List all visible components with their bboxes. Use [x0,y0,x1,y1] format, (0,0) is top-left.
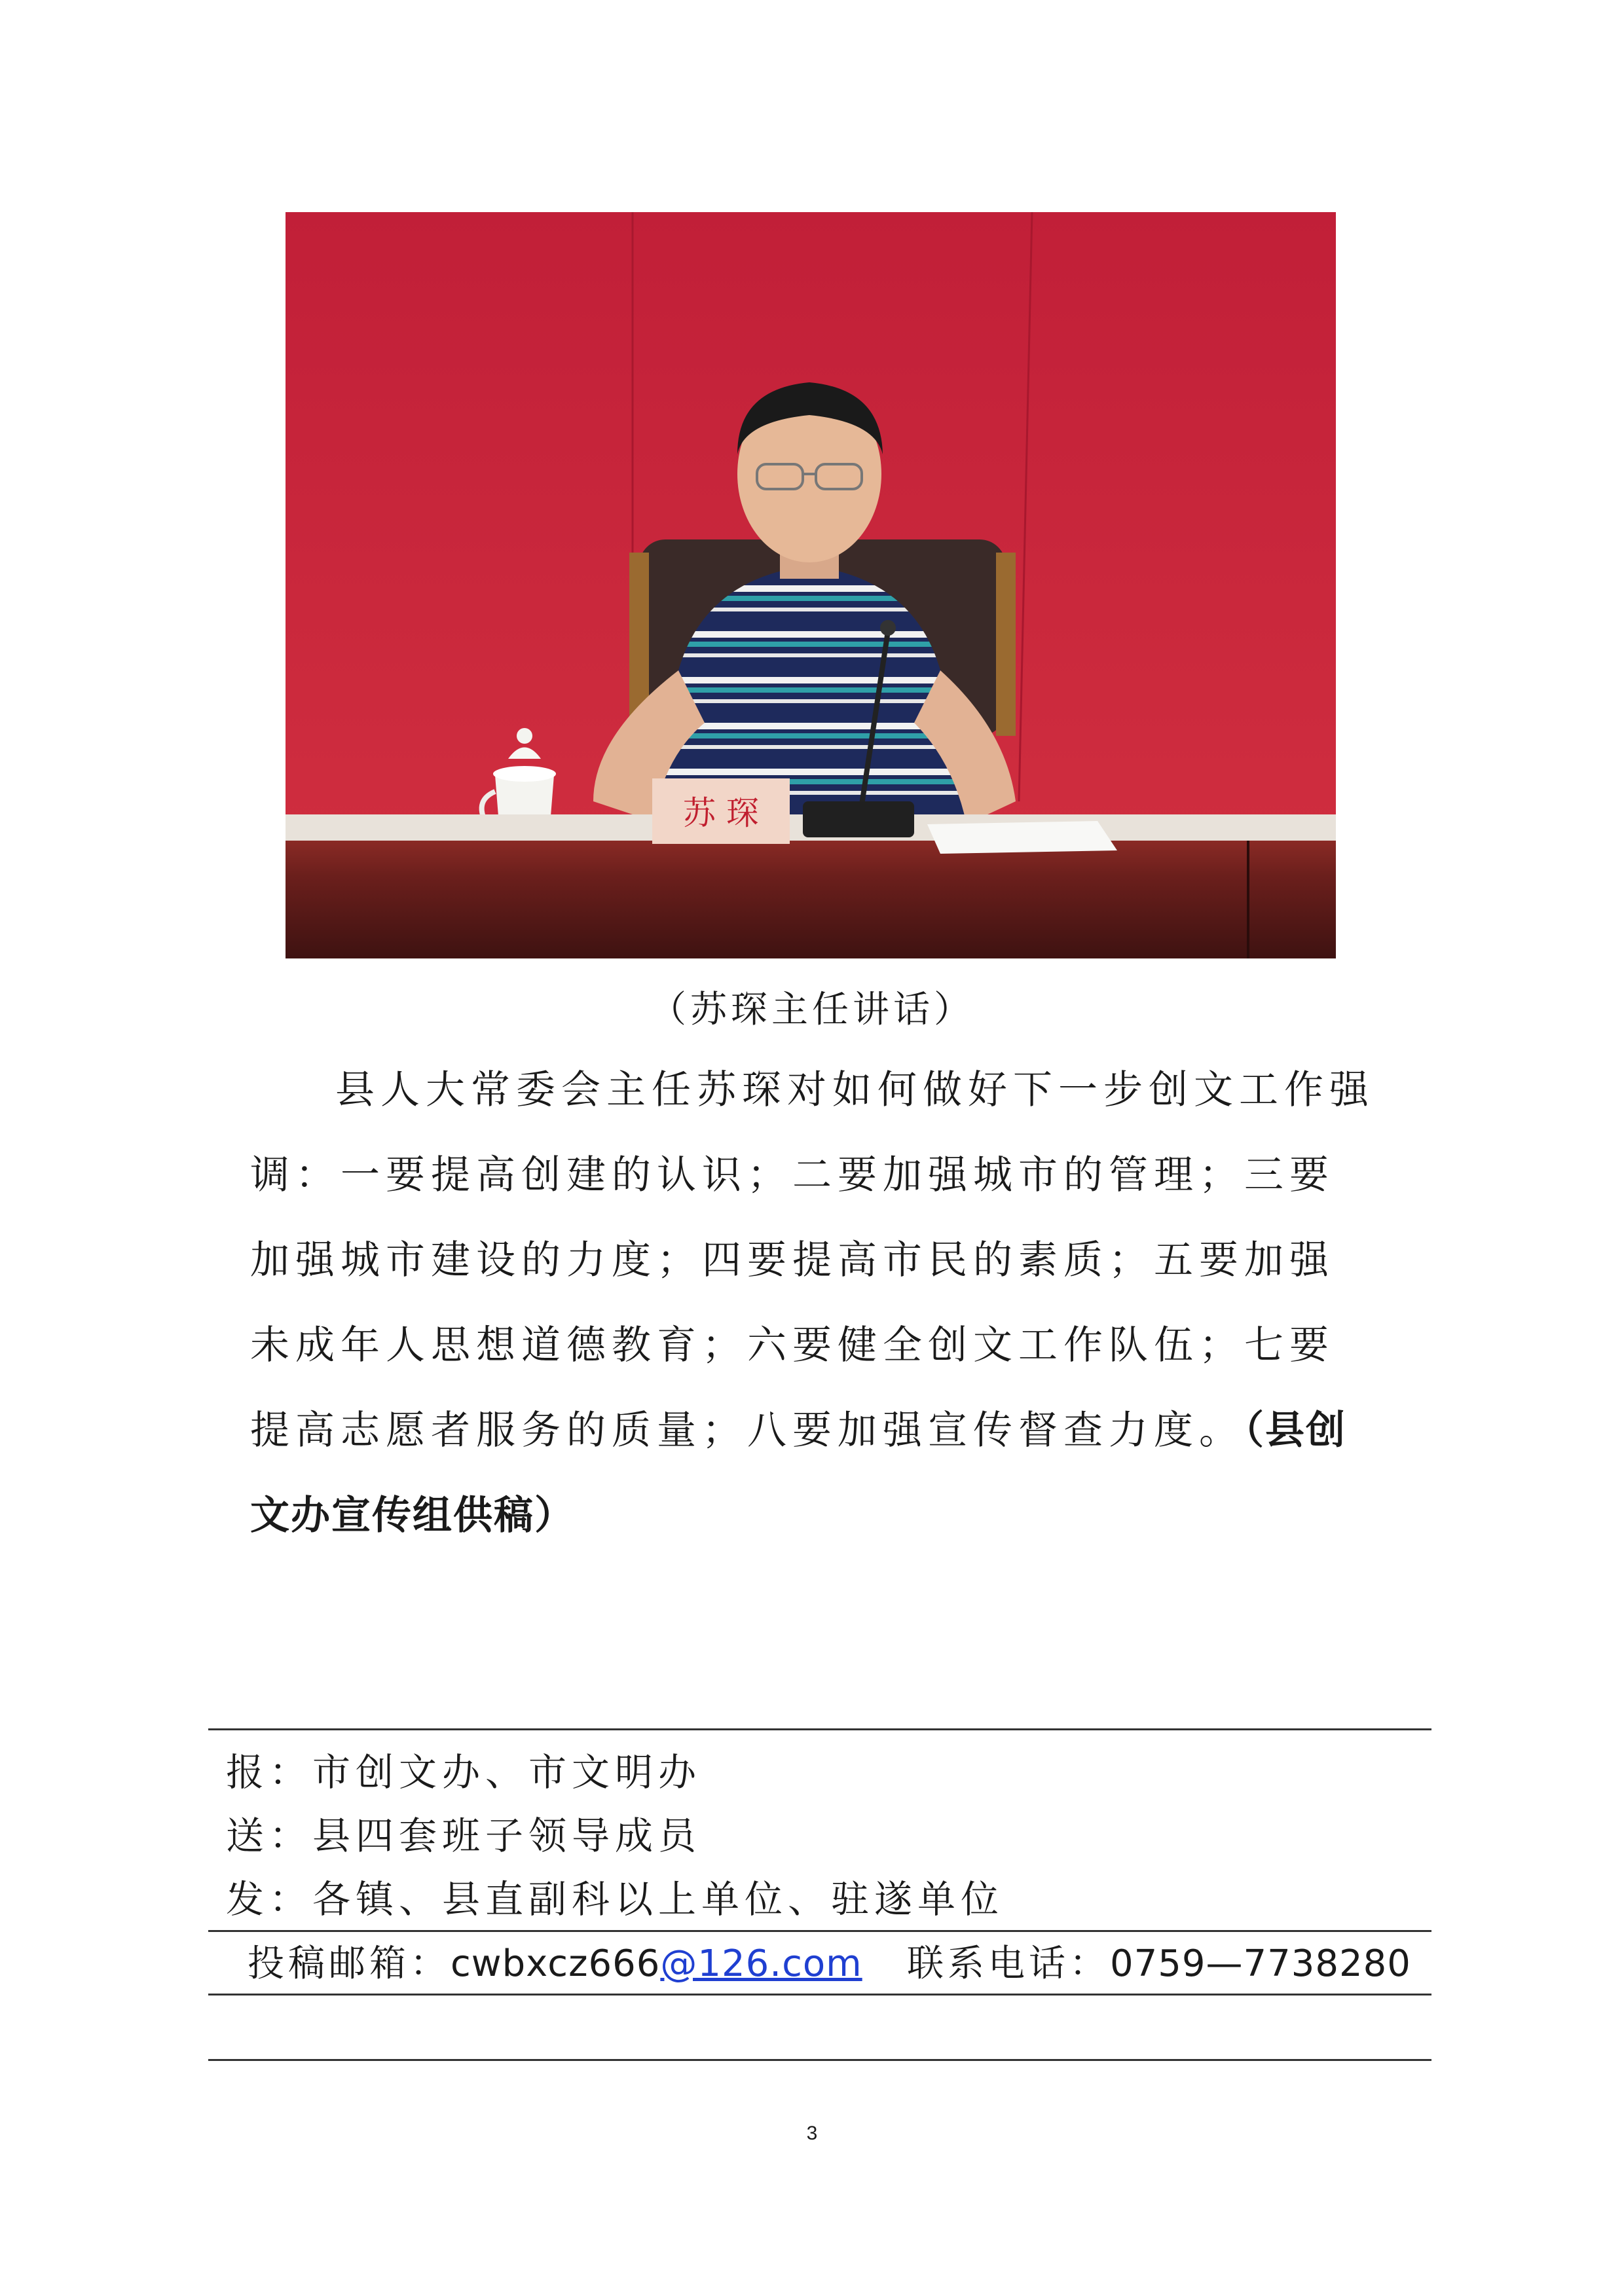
send-to: 送：县四套班子领导成员 [226,1813,702,1858]
body-paragraph [250,1048,1376,1558]
divider-top [208,1728,1431,1730]
source-credit: （县创文办宣传组供稿） [250,1408,1346,1539]
body-text: 县人大常委会主任苏琛对如何做好下一步创文工作强调：一要提高创建的认识；二要加强城市的管理；三要加强城市建设的力度；四要提高市民的素质；五要加强未成年人思想道德教育；六要健全创文工作队伍；七要提高志愿者服务的质量；八要加强宣传督查力度。 [250,1067,1375,1453]
report-to: 报：市创文办、市文明办 [226,1750,702,1795]
photo-caption: （苏琛主任讲话） [650,989,974,1031]
email-label: 投稿邮箱： [248,1942,451,1985]
speaker-photo [286,212,1336,958]
issue-to: 发：各镇、县直副科以上单位、驻遂单位 [226,1877,1005,1922]
phone-label: 联系电话： [907,1942,1110,1985]
contact-phone [907,1935,1411,1987]
phone-number: 0759—7738280 [1110,1942,1411,1985]
email-user: cwbxcz666 [451,1942,661,1985]
speaker-photo-illustration [286,212,1336,958]
nameplate-text: 苏 琛 [683,794,759,832]
divider-middle [208,1930,1431,1932]
divider-bottom [208,2059,1431,2061]
divider-lower [208,1994,1431,1995]
email-link[interactable]: @126.com [660,1942,862,1985]
page-number: 3 [806,2123,818,2144]
submission-email [248,1935,862,1987]
